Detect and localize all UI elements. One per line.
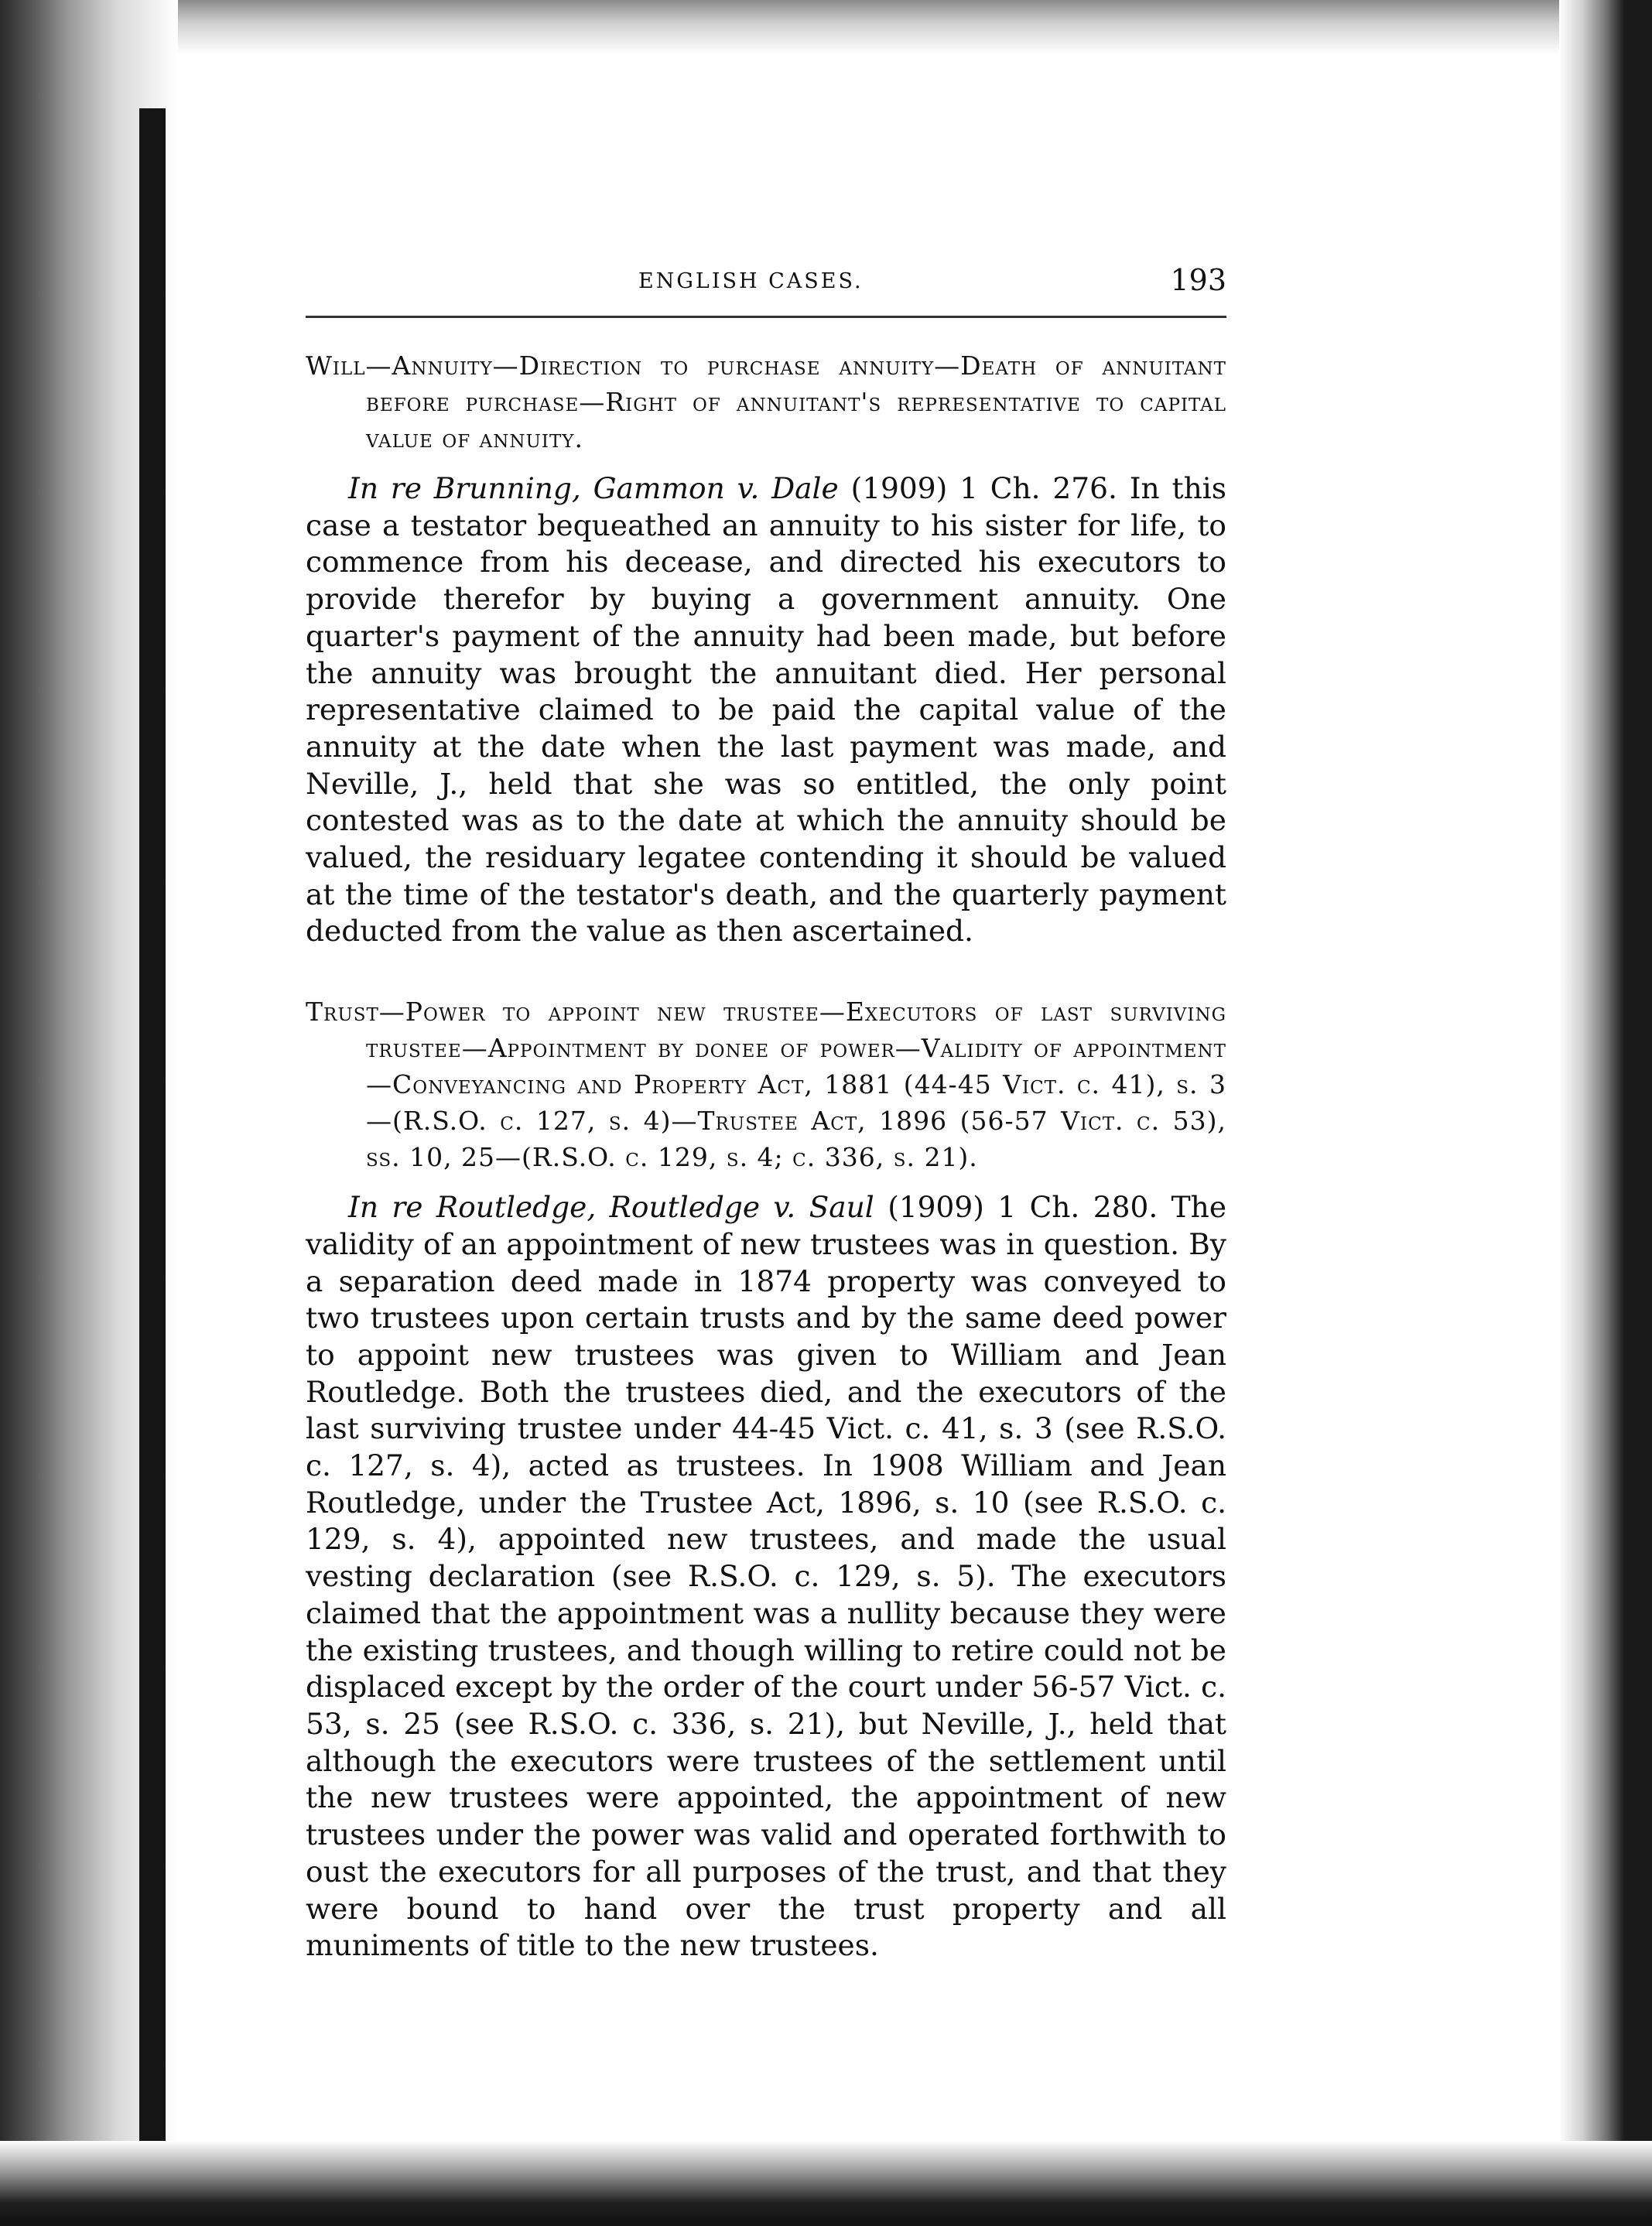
case-paragraph — [306, 1189, 1226, 1964]
case-paragraph — [306, 470, 1226, 950]
scan-spine-shadow — [139, 108, 166, 2226]
case-section-routledge — [306, 993, 1226, 1964]
running-title: ENGLISH CASES. — [638, 269, 864, 293]
scan-border-top — [0, 0, 1652, 54]
book-page — [306, 262, 1226, 1964]
page-number: 193 — [1170, 263, 1226, 297]
case-body: The validity of an appointment of new trustees was in question. By a separation deed made in 1874 property was conveyed to two trustees upon certain trusts and by the same deed power to appoint new trustees was given to William and Jean Routledge. Both the trustees died, and the executors of the last surviving trustee under 44-45 Vict. c. 41, s. 3 (see R.S.O. c. 127, s. 4), acted as trustees. In 1908 William and Jean Routledge, under the Trustee Act, 1896, s. 10 (see R.S.O. c. 129, s. 4), appointed new trustees, and made the usual vesting declaration (see R.S.O. c. 129, s. 5). The executors claimed that the appointment was a nullity because they were the existing trustees, and though willing to retire could not be displaced except by the order of the court under 56-57 Vict. c. 53, s. 25 (see R.S.O. c. 336, s. 21), but Neville, J., held that although the executors were trustees of the settlement until the new trustees were appointed, the appointment of new trustees under the power was valid and operated forthwith to oust the executors for all purposes of the trust, and that they were bound to hand over the trust property and all muniments of title to the new trustees. — [306, 1190, 1227, 1963]
case-name: In re Routledge, Routledge v. Saul — [348, 1190, 874, 1225]
case-name: In re Brunning, Gammon v. Dale — [348, 471, 839, 505]
headnote: Trust—Power to appoint new trustee—Executors of last surviving trustee—Appointment by donee of power—Validity of appointment—Conveyancing and Property Act, 1881 (44-45 Vict. c. 41), s. 3—(R.S.O. c. 127, s. 4)—Trustee Act, 1896 (56-57 Vict. c. 53), ss. 10, 25—(R.S.O. c. 129, s. 4; c. 336, s. 21). — [306, 997, 1226, 1173]
case-citation: (1909) 1 Ch. 280. — [888, 1190, 1158, 1225]
case-section-brunning — [306, 347, 1226, 950]
scan-border-right — [1559, 0, 1652, 2226]
running-head — [306, 262, 1226, 318]
scan-border-bottom — [0, 2141, 1652, 2226]
case-body: In this case a testator bequeathed an annuity to his sister for life, to commence from his decease, and directed his executors to provide therefor by buying a government annuity. One quarter's payment of the annuity had been made, but before the annuity was brought the annuitant died. Her personal representative claimed to be paid the capital value of the annuity at the date when the last payment was made, and Neville, J., held that she was so entitled, the only point contested was as to the date at which the annuity should be valued, the residuary legatee contending it should be valued at the time of the testator's death, and the quarterly payment deducted from the value as then ascertained. — [306, 471, 1226, 949]
headnote: Will—Annuity—Direction to purchase annuity—Death of annuitant before purchase—Right of annuitant's representative to capital value of annuity. — [306, 350, 1226, 453]
case-citation: (1909) 1 Ch. 276. — [850, 471, 1117, 505]
